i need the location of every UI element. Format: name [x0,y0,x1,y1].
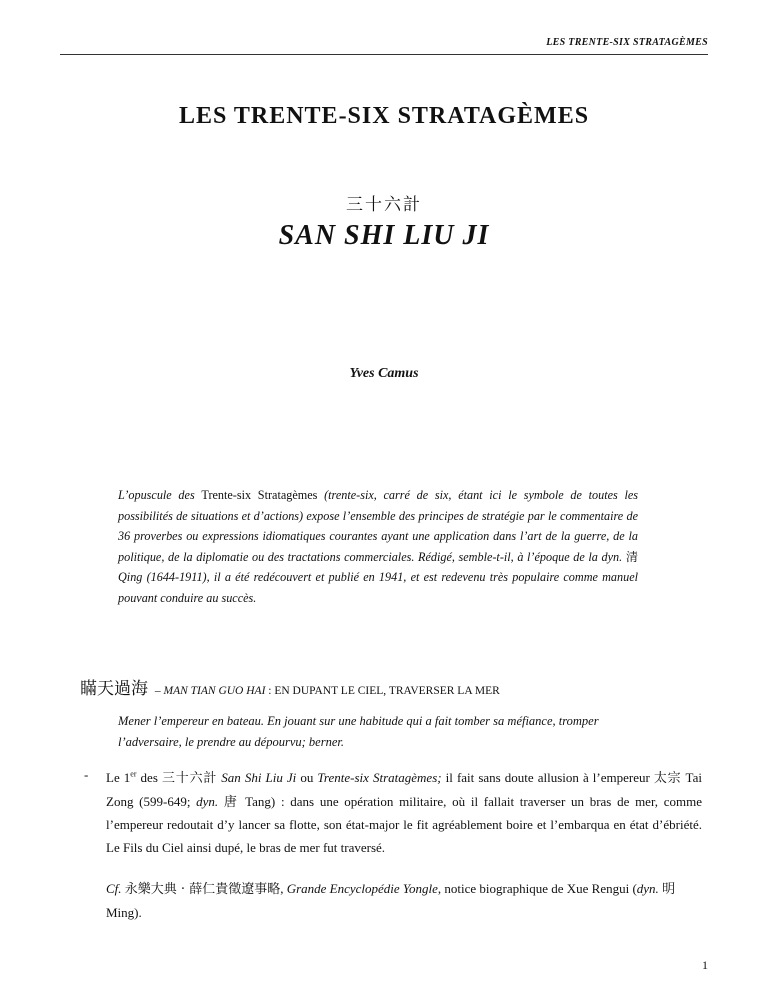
heading-separator: – [152,685,164,697]
chinese-title: 三十六計 [346,195,422,215]
italic-text: Cf. [106,881,122,896]
italic-text: dyn. [636,881,659,896]
pinyin-title: SAN SHI LIU JI [278,220,490,251]
cjk-text: 永樂大典 · 薛仁貴徵遼事略 [124,882,281,897]
text-run: Tang) : dans une opération militaire, où il fallait traverser un bras de mer, comme l’empereur redoutait d’y lancer sa flotte, son état-major le fit agréablement boire et l’embarqua en état d’ébriété. Le Fils du Ciel ainsi dupé, le bras de mer fut traversé. [106,793,702,855]
author-name: Yves Camus [349,366,419,381]
text-run: ou [296,770,318,785]
italic-text: dyn. [196,793,219,809]
stratagem-heading [80,674,700,699]
text-run: il fait sans doute allusion à l’empereur [441,770,654,785]
stratagem-description: Mener l’empereur en bateau. En jouant sur une habitude qui a fait tomber sa méfiance, tromper l’adversaire, le prendre au dépourvu; berner. [118,714,599,749]
text-run: , [280,881,287,896]
reference-note [106,878,706,924]
header-rule [60,54,708,55]
commentary-text [106,767,702,859]
page-number: 1 [702,958,708,972]
text-run: Le 1 [106,770,131,785]
abstract-text: Qing (1644-1911), il a été redécouvert et publié en 1941, et est redevenu très populaire comme manuel pouvant conduire au succès. [118,570,638,605]
abstract-cjk-dynasty: 清 [625,549,638,564]
cjk-text: 明 [662,882,676,897]
ordinal-superscript: er [130,769,137,779]
italic-text: Grande Encyclopédie Yongle [286,881,438,896]
italic-text: San Shi Liu Ji [221,770,297,785]
abstract-work-title: Trente-six Stratagèmes [201,488,318,502]
abstract-text: L’opuscule des [118,488,202,502]
text-run: , notice biographique de Xue Rengui ( [437,881,637,896]
abstract-paragraph [118,485,638,608]
stratagem-chinese: 瞞天過海 [80,679,148,699]
bullet-dash: - [84,767,89,782]
stratagem-translation: : EN DUPANT LE CIEL, TRAVERSER LA MER [265,685,500,697]
cjk-text: 唐 [223,794,240,810]
cjk-text: 三十六計 [161,771,218,786]
stratagem-pinyin: MAN TIAN GUO HAI [163,685,266,697]
cjk-text: 太宗 [653,771,682,786]
text-run: Ming). [106,904,142,920]
italic-text: Trente-six Stratagèmes; [317,770,442,785]
running-header: LES TRENTE-SIX STRATAGÈMES [546,37,708,48]
text-run: Tai Zong (599-649; [106,770,702,809]
text-run: des [136,770,162,785]
document-title: LES TRENTE-SIX STRATAGÈMES [178,103,590,129]
abstract-text: (trente-six, carré de six, étant ici le symbole de toutes les possibilités de situations et d’actions) expose l’ensemble des principes de stratégie par le commentaire de 36 proverbes ou expressions idiomatiques courantes ayant une application dans l’art de la guerre, de la politique, de la diplomatie ou des tractations commerciales. Rédigé, semble-t-il, à l’époque de la dyn. [118,488,639,564]
